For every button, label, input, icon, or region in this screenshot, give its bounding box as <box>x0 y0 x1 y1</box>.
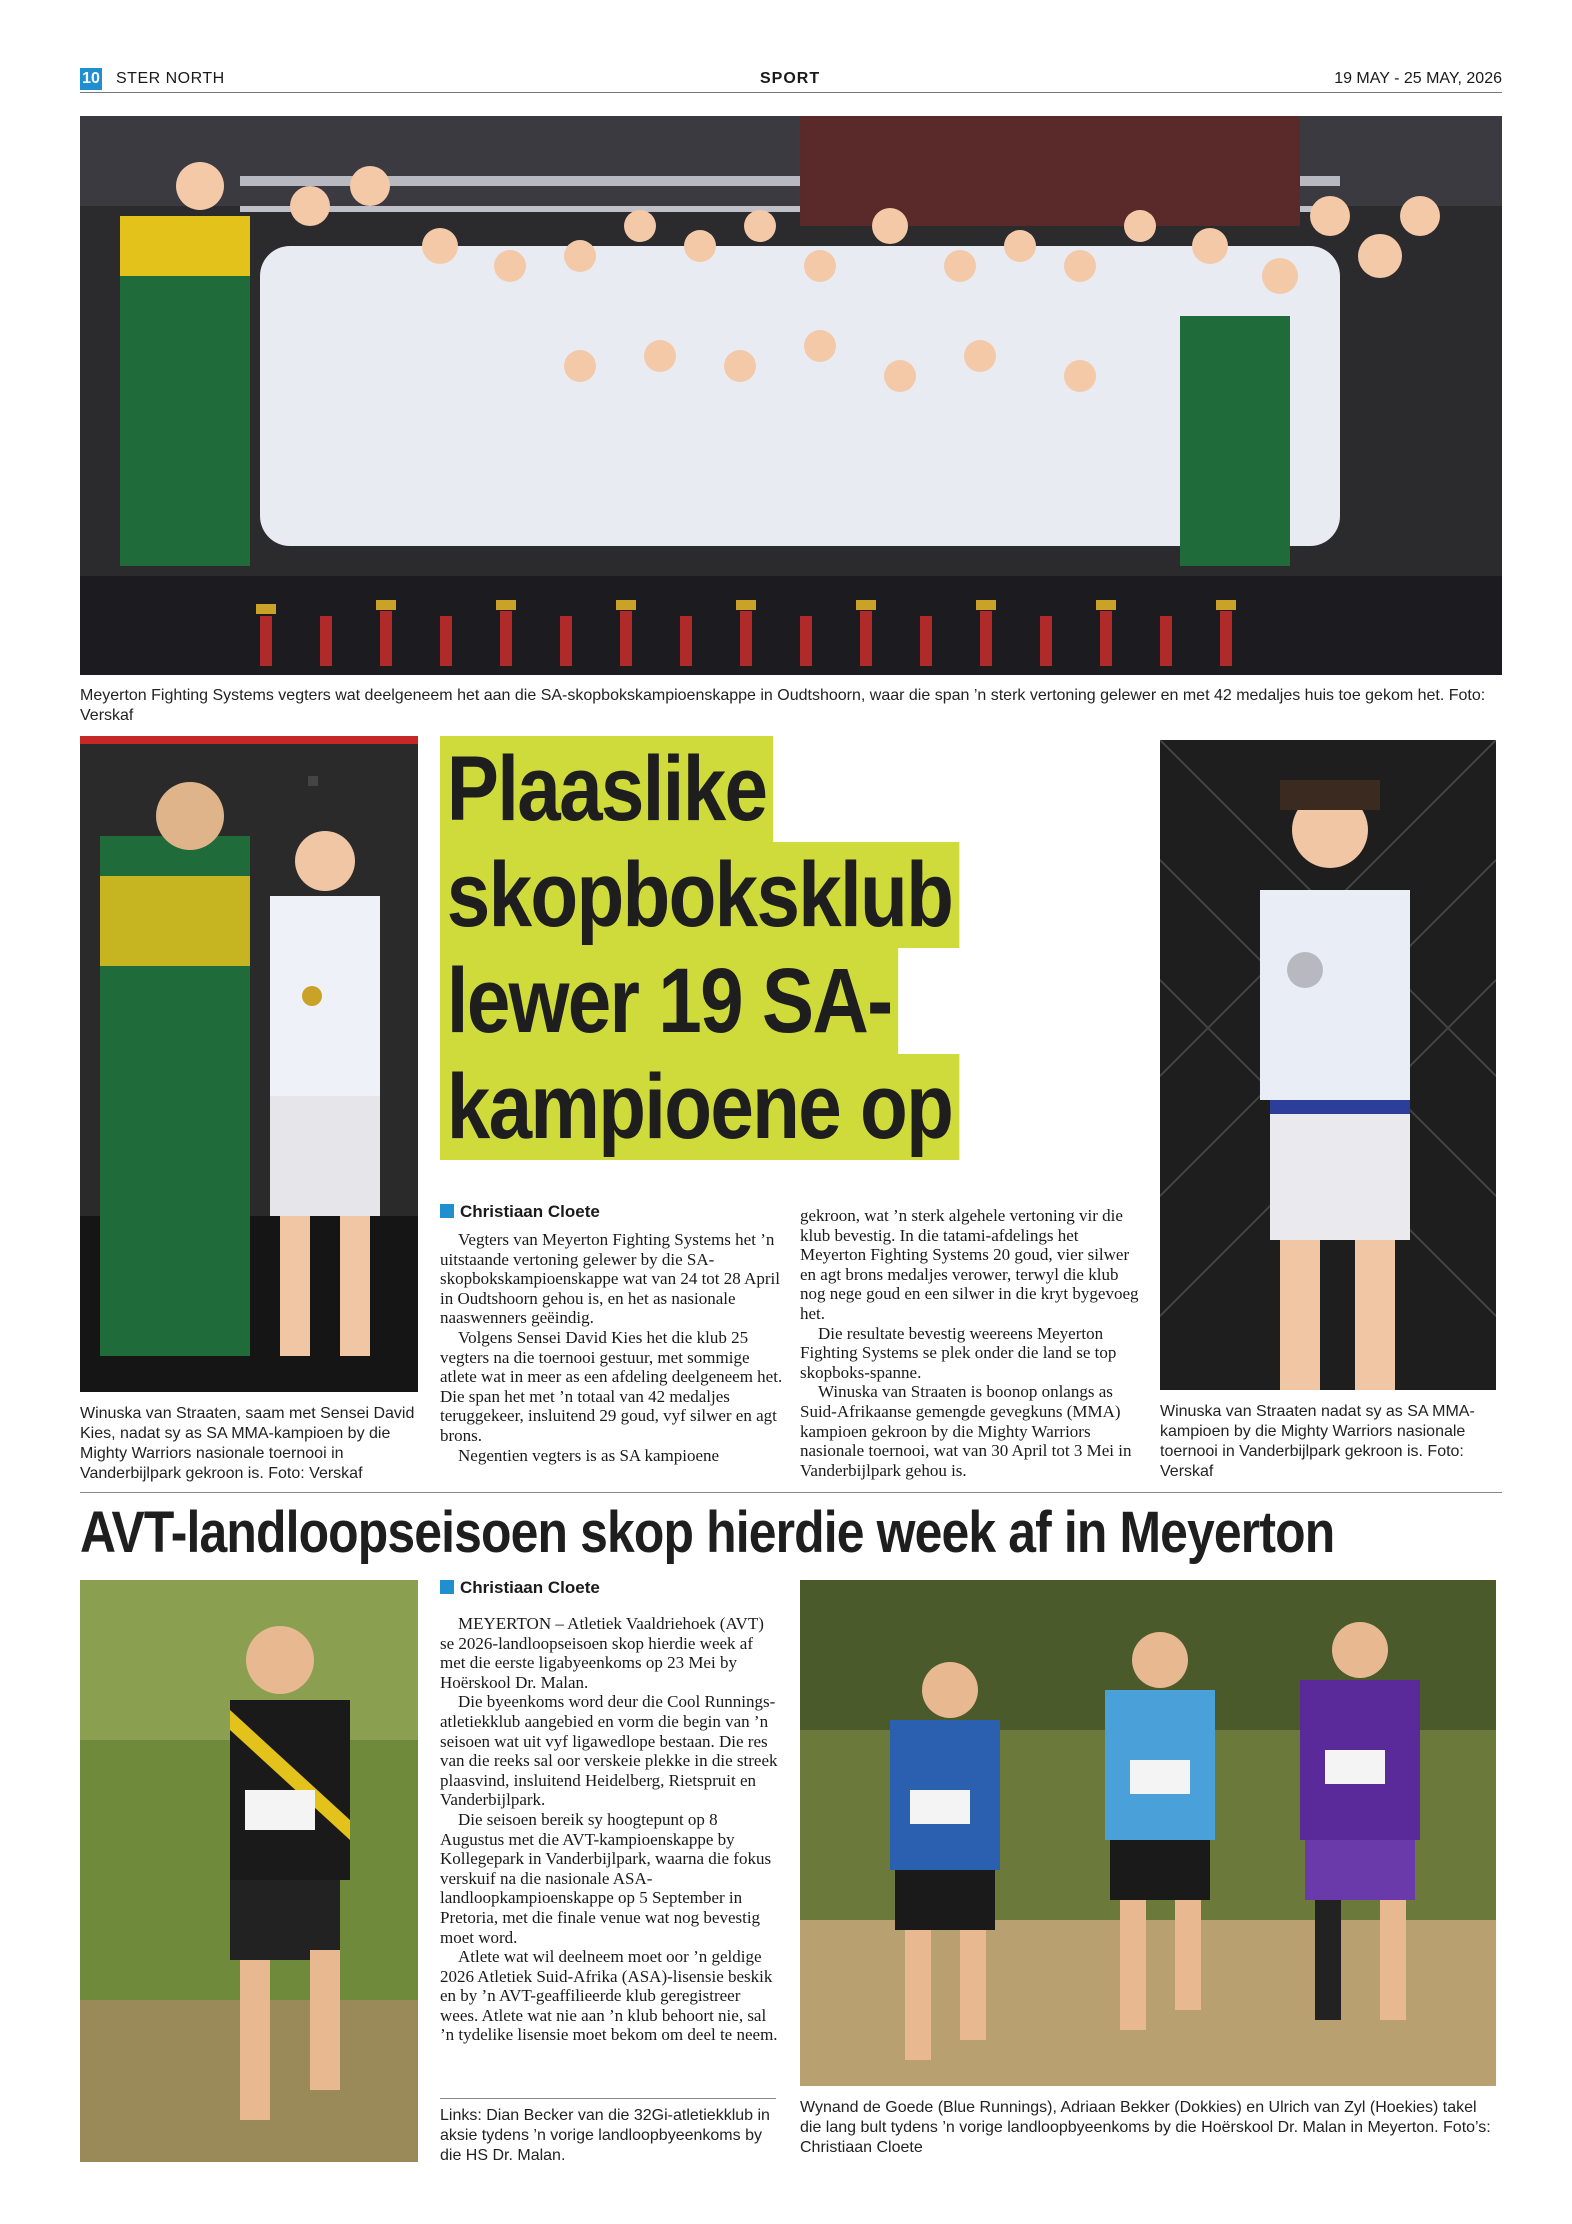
headline-line: lewer 19 SA- <box>440 948 898 1054</box>
coach-athlete-photo <box>80 736 418 1392</box>
runner-photo <box>80 1580 418 2162</box>
article1-column-1: Vegters van Meyerton Fighting Systems het ’n uitstaande vertoning gelewer by die SA-skopbokskampioenskappe wat van 24 tot 28 April in Oudtshoorn gehou is, en het as nasionale naaswenners geëindig. Volgens Sensei David Kies het die klub 25 vegters na die toernooi gestuur, met sommige atlete wat in meer as een afdeling deelgeneem het. Die span het met ’n totaal van 42 medaljes teruggekeer, insluitend 29 goud, vyf silwer en agt brons. Negentien vegters is as SA kampioene <box>440 1230 783 1465</box>
article1-column-2: gekroon, wat ’n sterk algehele vertoning vir die klub bevestig. In die tatami-afdelings het Meyerton Fighting Systems 20 goud, vier silwer en agt brons medaljes verower, terwyl die klub nog nege goud en een silwer in die kryt bygevoeg het. Die resultate bevestig weereens Meyerton Fighting Systems se plek onder die land se top skopboks-spanne. Winuska van Straaten is boonop onlangs as Suid-Afrikaanse gemengde gevegkuns (MMA) kampioen gekroon by die Mighty Warriors nasionale toernooi, wat van 30 April tot 3 Mei in Vanderbijlpark gehou is. <box>800 1206 1139 1480</box>
article2-headline: AVT-landloopseisoen skop hierdie week af in Meyerton <box>80 1500 1335 1565</box>
publication-name: STER NORTH <box>116 70 225 87</box>
headline-line: kampioene op <box>440 1054 959 1160</box>
caption-rule <box>440 2098 776 2099</box>
article2-byline: Christiaan Cloete <box>440 1578 600 1598</box>
right-photo-caption: Winuska van Straaten nadat sy as SA MMA-kampioen by die Mighty Warriors nasionale toernooi in Vanderbijlpark gekroon is. Foto: Verskaf <box>1160 1403 1475 1480</box>
team-photo-caption: Meyerton Fighting Systems vegters wat deelgeneem het aan die SA-skopbokskampioenskappe in Oudtshoorn, waar die span ’n sterk vertoning gelewer en met 42 medaljes huis toe gekom het. Foto: Verskaf <box>80 687 1486 724</box>
left-photo-caption: Winuska van Straaten, saam met Sensei David Kies, nadat sy as SA MMA-kampioen by die Mighty Warriors nasionale toernooi in Vanderbijlpark gekroon is. Foto: Verskaf <box>80 1405 415 1482</box>
runners-group-caption: Wynand de Goede (Blue Runnings), Adriaan Bekker (Dokkies) en Ulrich van Zyl (Hoekies) takel die lang bult tydens ’n vorige landloopbyeenkoms by die Hoërskool Dr. Malan in Meyerton. Foto’s: Christiaan Cloete <box>800 2099 1491 2156</box>
byline-marker-icon <box>440 1204 454 1218</box>
headline-line: skopboksklub <box>440 842 959 948</box>
header-rule <box>80 92 1502 93</box>
athlete-medal-photo <box>1160 740 1496 1390</box>
section-divider <box>80 1492 1502 1493</box>
runner-photo-caption: Links: Dian Becker van die 32Gi-atletiekklub in aksie tydens ’n vorige landloopbyeenkoms by die HS Dr. Malan. <box>440 2107 770 2164</box>
team-photo <box>80 116 1502 675</box>
article1-headline <box>440 736 1140 1160</box>
article2-body: MEYERTON – Atletiek Vaaldriehoek (AVT) se 2026-landloopseisoen skop hierdie week af met die eerste ligabyeenkoms op 23 Mei by Hoërskool Dr. Malan. Die byeenkoms word deur die Cool Runnings-atletiekklub aangebied en vorm die begin van ’n seisoen wat uit vyf ligawedlope bestaan. Die res van die reeks sal oor verskeie plekke in die streek plaasvind, insluitend Heidelberg, Rietspruit en Vanderbijlpark. Die seisoen bereik sy hoogtepunt op 8 Augustus met die AVT-kampioenskappe by Kollegepark in Vanderbijlpark, waarna die fokus verskuif na die nasionale ASA-landloopkampioenskappe op 5 September in Pretoria, met die finale venue wat nog bevestig moet word. Atlete wat wil deelneem moet oor ’n geldige 2026 Atletiek Suid-Afrika (ASA)-lisensie beskik en by ’n AVT-geaffilieerde klub geregistreer wees. Atlete wat nie aan ’n klub behoort nie, sal ’n tydelike lisensie moet bekom om deel te neem. <box>440 1614 778 2045</box>
article1-byline: Christiaan Cloete <box>440 1202 600 1222</box>
byline-marker-icon <box>440 1580 454 1594</box>
page-number: 10 <box>80 68 102 90</box>
runners-group-photo <box>800 1580 1496 2086</box>
section-label: SPORT <box>760 70 821 87</box>
headline-line: Plaaslike <box>440 736 773 842</box>
issue-date: 19 MAY - 25 MAY, 2026 <box>1334 70 1502 87</box>
